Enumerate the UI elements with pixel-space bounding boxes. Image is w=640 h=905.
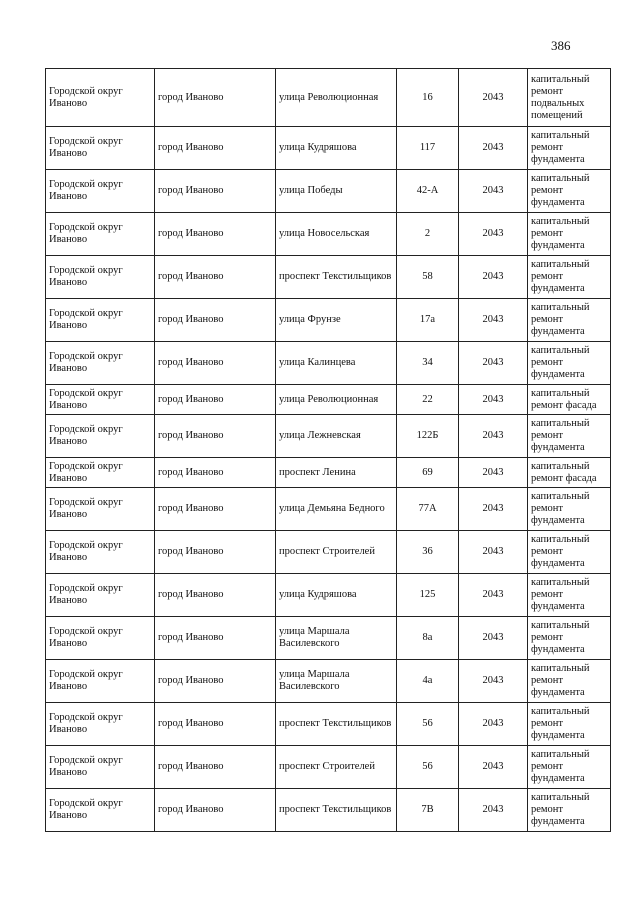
city-cell: город Иваново [155,415,276,458]
city-cell: город Иваново [155,342,276,385]
okrug-cell: Городской округ Иваново [46,69,155,127]
page-number: 386 [551,38,571,53]
city-cell: город Иваново [155,256,276,299]
house-number-cell: 77А [397,488,459,531]
work-type-cell: капитальный ремонт подвальных помещений [528,69,611,127]
house-number-cell: 2 [397,213,459,256]
table-row [46,127,611,170]
okrug-cell: Городской округ Иваново [46,299,155,342]
registry-table [45,68,611,832]
year-cell: 2043 [459,127,528,170]
okrug-cell: Городской округ Иваново [46,574,155,617]
table-row [46,703,611,746]
street-cell: улица Новосельская [276,213,397,256]
street-cell: улица Революционная [276,69,397,127]
work-type-cell: капитальный ремонт фундамента [528,660,611,703]
work-type-cell: капитальный ремонт фундамента [528,299,611,342]
street-cell: улица Демьяна Бедного [276,488,397,531]
okrug-cell: Городской округ Иваново [46,385,155,415]
street-cell: проспект Текстильщиков [276,256,397,299]
registry-body [46,69,611,832]
house-number-cell: 17а [397,299,459,342]
table-row [46,256,611,299]
okrug-cell: Городской округ Иваново [46,458,155,488]
table-row [46,746,611,789]
street-cell: улица Маршала Василевского [276,660,397,703]
table-row [46,342,611,385]
work-type-cell: капитальный ремонт фундамента [528,342,611,385]
street-cell: улица Кудряшова [276,574,397,617]
house-number-cell: 125 [397,574,459,617]
city-cell: город Иваново [155,170,276,213]
year-cell: 2043 [459,69,528,127]
okrug-cell: Городской округ Иваново [46,660,155,703]
street-cell: улица Революционная [276,385,397,415]
street-cell: улица Маршала Василевского [276,617,397,660]
table-row [46,617,611,660]
street-cell: улица Кудряшова [276,127,397,170]
table-row [46,415,611,458]
okrug-cell: Городской округ Иваново [46,127,155,170]
table-row [46,574,611,617]
year-cell: 2043 [459,789,528,832]
year-cell: 2043 [459,415,528,458]
okrug-cell: Городской округ Иваново [46,703,155,746]
work-type-cell: капитальный ремонт фундамента [528,574,611,617]
work-type-cell: капитальный ремонт фасада [528,385,611,415]
city-cell: город Иваново [155,299,276,342]
house-number-cell: 56 [397,703,459,746]
city-cell: город Иваново [155,746,276,789]
street-cell: улица Лежневская [276,415,397,458]
house-number-cell: 7В [397,789,459,832]
street-cell: проспект Текстильщиков [276,789,397,832]
work-type-cell: капитальный ремонт фундамента [528,170,611,213]
okrug-cell: Городской округ Иваново [46,256,155,299]
year-cell: 2043 [459,170,528,213]
table-row [46,213,611,256]
okrug-cell: Городской округ Иваново [46,170,155,213]
year-cell: 2043 [459,488,528,531]
okrug-cell: Городской округ Иваново [46,746,155,789]
okrug-cell: Городской округ Иваново [46,531,155,574]
work-type-cell: капитальный ремонт фундамента [528,415,611,458]
street-cell: улица Фрунзе [276,299,397,342]
house-number-cell: 56 [397,746,459,789]
year-cell: 2043 [459,617,528,660]
year-cell: 2043 [459,574,528,617]
work-type-cell: капитальный ремонт фундамента [528,703,611,746]
house-number-cell: 16 [397,69,459,127]
year-cell: 2043 [459,256,528,299]
table-row [46,458,611,488]
street-cell: проспект Ленина [276,458,397,488]
year-cell: 2043 [459,342,528,385]
house-number-cell: 8а [397,617,459,660]
city-cell: город Иваново [155,703,276,746]
work-type-cell: капитальный ремонт фасада [528,458,611,488]
city-cell: город Иваново [155,385,276,415]
work-type-cell: капитальный ремонт фундамента [528,256,611,299]
year-cell: 2043 [459,458,528,488]
work-type-cell: капитальный ремонт фундамента [528,488,611,531]
year-cell: 2043 [459,299,528,342]
table-row [46,170,611,213]
table-row [46,69,611,127]
work-type-cell: капитальный ремонт фундамента [528,213,611,256]
city-cell: город Иваново [155,660,276,703]
table-row [46,385,611,415]
city-cell: город Иваново [155,213,276,256]
street-cell: проспект Строителей [276,531,397,574]
city-cell: город Иваново [155,789,276,832]
okrug-cell: Городской округ Иваново [46,213,155,256]
street-cell: проспект Текстильщиков [276,703,397,746]
street-cell: улица Калинцева [276,342,397,385]
table-row [46,531,611,574]
city-cell: город Иваново [155,127,276,170]
house-number-cell: 122Б [397,415,459,458]
year-cell: 2043 [459,660,528,703]
street-cell: улица Победы [276,170,397,213]
city-cell: город Иваново [155,488,276,531]
okrug-cell: Городской округ Иваново [46,488,155,531]
okrug-cell: Городской округ Иваново [46,617,155,660]
table-row [46,299,611,342]
house-number-cell: 58 [397,256,459,299]
city-cell: город Иваново [155,458,276,488]
table-row [46,660,611,703]
work-type-cell: капитальный ремонт фундамента [528,789,611,832]
house-number-cell: 42-А [397,170,459,213]
year-cell: 2043 [459,385,528,415]
year-cell: 2043 [459,213,528,256]
house-number-cell: 69 [397,458,459,488]
house-number-cell: 34 [397,342,459,385]
house-number-cell: 117 [397,127,459,170]
okrug-cell: Городской округ Иваново [46,789,155,832]
house-number-cell: 22 [397,385,459,415]
work-type-cell: капитальный ремонт фундамента [528,531,611,574]
city-cell: город Иваново [155,617,276,660]
okrug-cell: Городской округ Иваново [46,342,155,385]
work-type-cell: капитальный ремонт фундамента [528,127,611,170]
year-cell: 2043 [459,703,528,746]
city-cell: город Иваново [155,69,276,127]
city-cell: город Иваново [155,574,276,617]
city-cell: город Иваново [155,531,276,574]
house-number-cell: 36 [397,531,459,574]
table-row [46,789,611,832]
okrug-cell: Городской округ Иваново [46,415,155,458]
year-cell: 2043 [459,531,528,574]
house-number-cell: 4а [397,660,459,703]
table-row [46,488,611,531]
work-type-cell: капитальный ремонт фундамента [528,746,611,789]
work-type-cell: капитальный ремонт фундамента [528,617,611,660]
year-cell: 2043 [459,746,528,789]
street-cell: проспект Строителей [276,746,397,789]
